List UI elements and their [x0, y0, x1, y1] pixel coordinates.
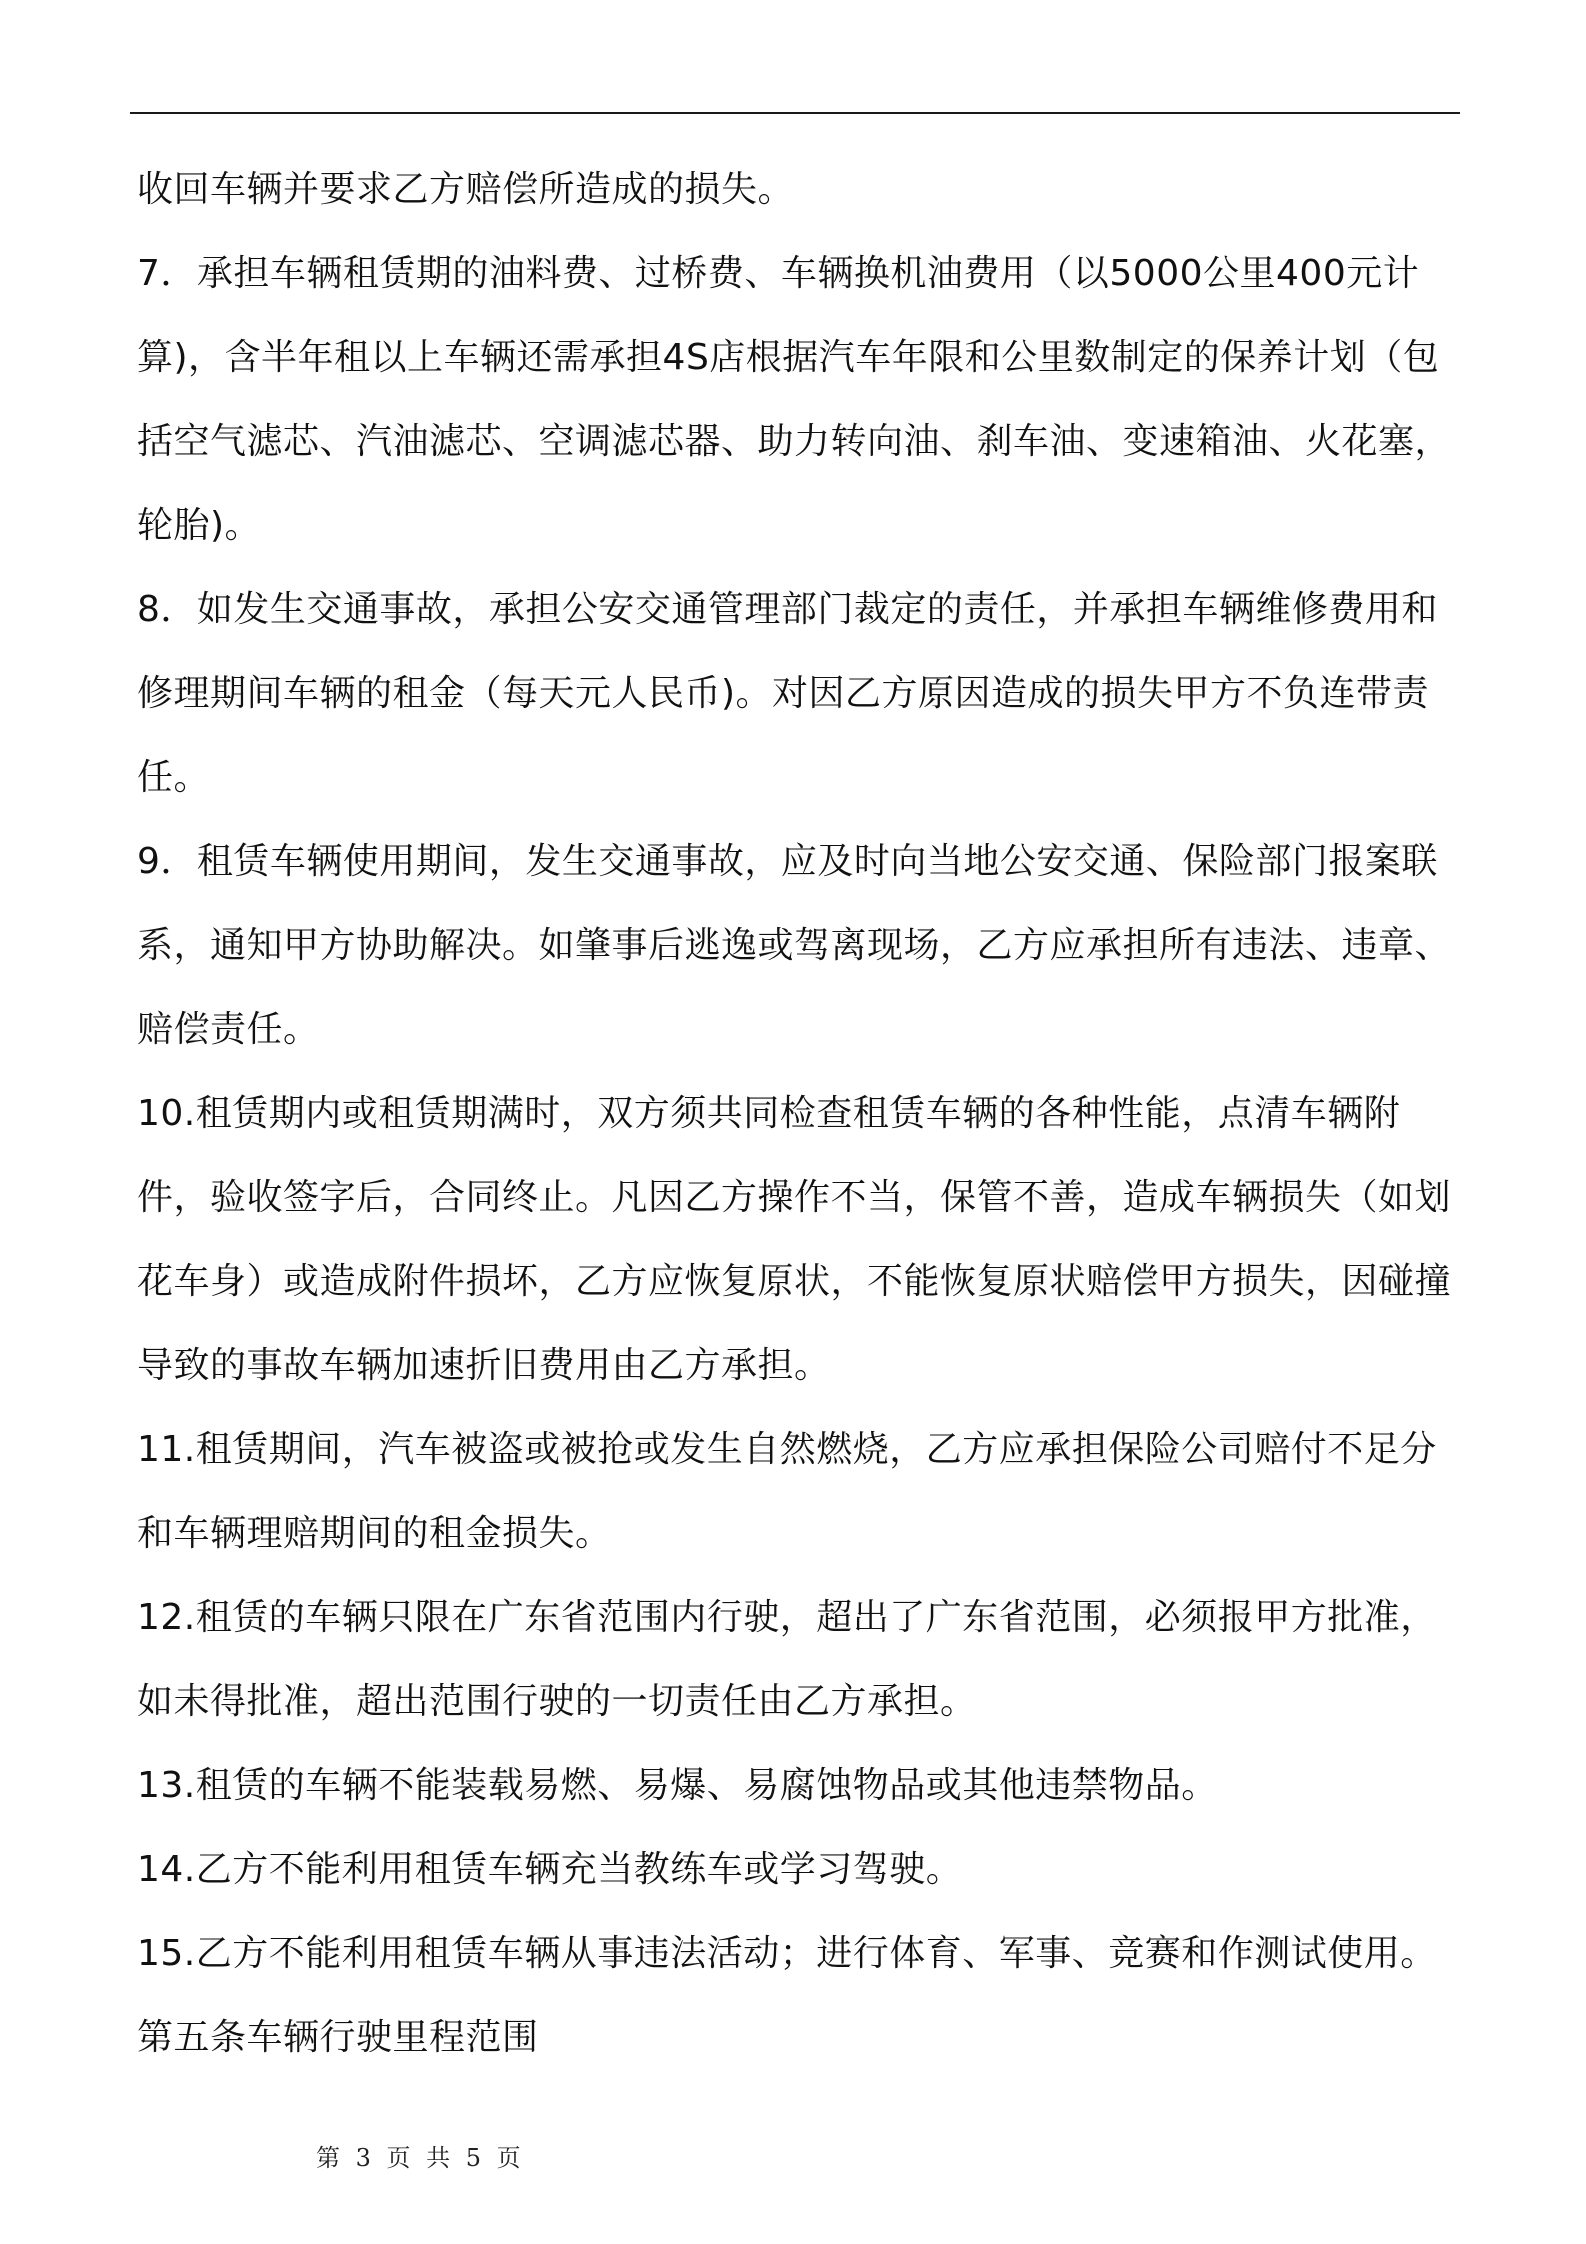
- clause-9: 9．租赁车辆使用期间，发生交通事故，应及时向当地公安交通、保险部门报案联系，通知甲方协助解决。如肇事后逃逸或驾离现场，乙方应承担所有违法、违章、赔偿责任。: [137, 841, 1452, 1050]
- clause-15: 15.乙方不能利用租赁车辆从事违法活动；进行体育、军事、竞赛和作测试使用。: [137, 1933, 1437, 1974]
- header-rule: [130, 112, 1460, 114]
- clause-7: 7．承担车辆租赁期的油料费、过桥费、车辆换机油费用（以5000公里400元计算)，含半年租以上车辆还需承担4S店根据汽车年限和公里数制定的保养计划（包括空气滤芯、汽油滤芯、空调滤芯器、助力转向油、刹车油、变速箱油、火花塞，轮胎)。: [137, 253, 1452, 546]
- paragraph-continuation: 收回车辆并要求乙方赔偿所造成的损失。: [137, 169, 795, 210]
- clause-11: 11.租赁期间，汽车被盗或被抢或发生自然燃烧，乙方应承担保险公司赔付不足分和车辆理赔期间的租金损失。: [137, 1429, 1437, 1554]
- clause-13: 13.租赁的车辆不能装载易燃、易爆、易腐蚀物品或其他违禁物品。: [137, 1765, 1218, 1806]
- section-heading: 第五条车辆行驶里程范围: [137, 2017, 539, 2058]
- page-number-footer: 第 3 页 共 5 页: [316, 2144, 525, 2172]
- document-body: [137, 148, 1459, 2080]
- clause-12: 12.租赁的车辆只限在广东省范围内行驶，超出了广东省范围，必须报甲方批准，如未得批准，超出范围行驶的一切责任由乙方承担。: [137, 1597, 1437, 1722]
- clause-8: 8．如发生交通事故，承担公安交通管理部门裁定的责任，并承担车辆维修费用和修理期间车辆的租金（每天元人民币)。对因乙方原因造成的损失甲方不负连带责任。: [137, 589, 1438, 798]
- clause-10: 10.租赁期内或租赁期满时，双方须共同检查租赁车辆的各种性能，点清车辆附件，验收签字后，合同终止。凡因乙方操作不当，保管不善，造成车辆损失（如划花车身）或造成附件损坏，乙方应恢复原状，不能恢复原状赔偿甲方损失，因碰撞导致的事故车辆加速折旧费用由乙方承担。: [137, 1093, 1452, 1386]
- clause-14: 14.乙方不能利用租赁车辆充当教练车或学习驾驶。: [137, 1849, 963, 1890]
